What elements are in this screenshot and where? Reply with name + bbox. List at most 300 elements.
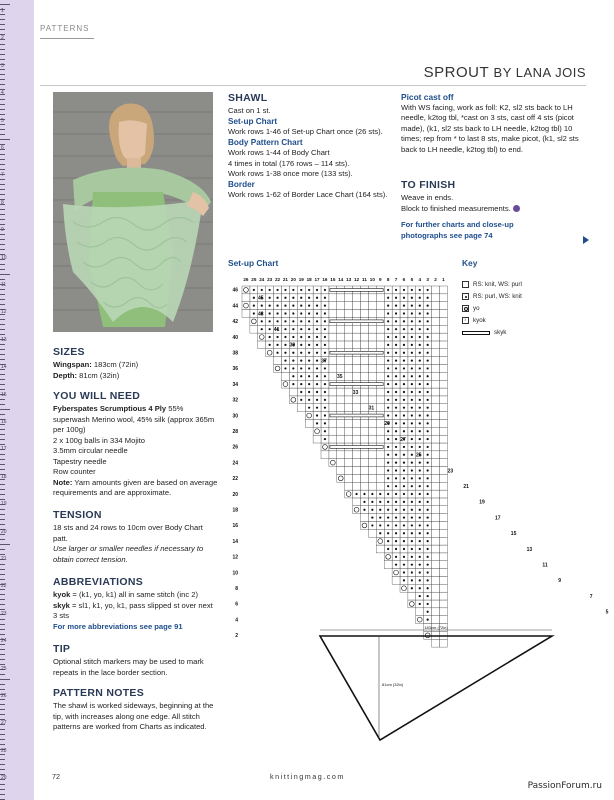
chart-cell [274,365,282,373]
finish-heading: TO FINISH [401,179,456,191]
purl-symbol [387,383,389,385]
pattern-designer: BY LANA JOIS [493,65,586,80]
ruler-tick [0,289,5,290]
purl-symbol [371,501,373,503]
more-abbreviations-link[interactable]: For more abbreviations see page 91 [53,621,183,631]
ruler-tick [0,679,10,680]
chart-cell [432,294,440,302]
purl-symbol [363,509,365,511]
purl-symbol [316,289,318,291]
chart-cell [361,404,369,412]
ruler-tick [0,769,5,770]
purl-symbol [419,571,421,573]
chart-cell [432,459,440,467]
chart-cell [368,451,376,459]
ruler-label: 9 [1,227,4,234]
purl-symbol [292,289,294,291]
row-label-left: 22 [232,476,238,483]
chart-cell [345,459,353,467]
row-label-left: 38 [232,350,238,357]
chart-cell [368,357,376,365]
purl-symbol [395,485,397,487]
purl-symbol [411,328,413,330]
chart-cell [376,365,384,373]
purl-symbol [403,430,405,432]
chart-cell [432,396,440,404]
chart-cell [440,482,448,490]
tension-text: 18 sts and 24 rows to 10cm over Body Chart patt. [53,523,203,543]
column-label: 10 [369,277,375,282]
purl-symbol [261,305,263,307]
purl-symbol [419,469,421,471]
shawl-section [228,92,393,201]
purl-symbol [395,446,397,448]
purl-symbol [411,312,413,314]
purl-symbol [387,391,389,393]
ruler-tick [0,519,5,520]
further-charts-link[interactable]: For further charts and close-up photographs see page 74 [401,220,514,240]
purl-symbol [276,320,278,322]
purl-symbol [308,359,310,361]
chart-cell [440,467,448,475]
purl-symbol [300,352,302,354]
ruler-label: 25 [1,665,7,672]
row-label-left: 24 [232,460,238,467]
chart-cell [432,529,440,537]
purl-symbol [395,375,397,377]
purl-symbol [419,336,421,338]
purl-symbol [300,320,302,322]
row-label-left: 40 [232,334,238,341]
purl-symbol [324,312,326,314]
chart-cell [376,294,384,302]
row-label-right: 27 [400,436,406,443]
chart-cell [440,537,448,545]
purl-symbol [316,328,318,330]
column-label: 13 [346,277,352,282]
chart-cell [242,310,250,318]
chart-cell [345,490,353,498]
purl-symbol [395,289,397,291]
column-label: 4 [418,277,422,282]
purl-symbol [284,367,286,369]
purl-symbol [419,305,421,307]
purl-symbol [411,414,413,416]
column-label: 11 [362,277,367,282]
chart-cell [353,451,361,459]
purl-symbol [419,297,421,299]
chart-cell [282,372,290,380]
purl-symbol [308,297,310,299]
chart-cell [440,616,448,624]
row-label-right: 37 [321,358,327,365]
ruler-tick [0,634,5,635]
purl-symbol [395,532,397,534]
purl-symbol [261,328,263,330]
purl-symbol [276,312,278,314]
purl-symbol [292,328,294,330]
purl-symbol [379,516,381,518]
purl-symbol [411,383,413,385]
ruler-tick [0,219,5,220]
purl-symbol [269,312,271,314]
purl-symbol [253,297,255,299]
chart-cell [384,561,392,569]
purl-symbol [411,352,413,354]
chart-cell [297,404,305,412]
material-item: Tapestry needle [53,456,107,466]
skyk-label: skyk [53,600,70,610]
chart-cell [440,474,448,482]
purl-symbol [411,540,413,542]
chart-cell [337,419,345,427]
purl-symbol [427,305,429,307]
purl-symbol [292,375,294,377]
skyk-def: = sl1, k1, yo, k1, pass slipped st over next 3 sts [53,600,213,620]
purl-symbol [419,548,421,550]
purl-symbol [387,305,389,307]
purl-symbol [427,619,429,621]
purl-symbol [427,477,429,479]
chart-cell [345,302,353,310]
row-label-left: 10 [232,570,238,577]
purl-symbol [387,407,389,409]
purl-symbol [419,312,421,314]
chart-cell [376,404,384,412]
setup-heading: Set-up Chart [228,116,278,126]
column-label: 7 [394,277,398,282]
purl-symbol [411,485,413,487]
purl-symbol [403,469,405,471]
ruler-tick [0,359,5,360]
purl-symbol [387,509,389,511]
purl-symbol [419,532,421,534]
chart-cell [432,545,440,553]
purl-symbol [284,359,286,361]
purl-symbol [411,462,413,464]
ruler-tick [0,249,5,250]
chart-cell [432,286,440,294]
chart-cell [368,482,376,490]
notes-text: The shawl is worked sideways, beginning at the tip, with increases along one edge. All stitch patterns are worked from Charts as indicated. [53,701,214,731]
chart-cell [440,545,448,553]
wingspan-label: Wingspan: [53,360,92,369]
ruler-tick [0,324,5,325]
chart-cell [289,388,297,396]
chart-cell [337,435,345,443]
chart-cell [440,341,448,349]
column-label: 16 [322,277,328,282]
purl-symbol [379,493,381,495]
chart-cell [376,545,384,553]
purl-symbol [300,305,302,307]
purl-symbol [427,454,429,456]
ruler-tick [0,489,5,490]
chart-cell [432,482,440,490]
yarn-name: Fyberspates Scrumptious 4 Ply [53,404,167,413]
purl-symbol [387,540,389,542]
chart-cell [440,365,448,373]
purl-symbol [427,540,429,542]
purl-symbol [395,564,397,566]
purl-symbol [261,320,263,322]
row-label-right: 7 [589,593,593,600]
purl-symbol [419,367,421,369]
purl-symbol [387,462,389,464]
chart-cell [368,325,376,333]
cast-on-text: Cast on 1 st. [228,106,271,115]
chart-cell [337,302,345,310]
purl-symbol [308,375,310,377]
purl-symbol [403,462,405,464]
pattern-name: SPROUT [423,64,489,81]
purl-symbol [300,399,302,401]
finish-section [401,179,583,241]
chart-cell [440,435,448,443]
purl-symbol [427,611,429,613]
chart-cell [361,396,369,404]
ruler-tick [0,714,5,715]
purl-symbol [411,430,413,432]
chart-cell [440,522,448,530]
chart-cell [432,474,440,482]
purl-symbol [427,532,429,534]
chart-cell [329,419,337,427]
chart-cell [440,412,448,420]
purl-symbol [276,336,278,338]
ruler-label: 29 [1,775,7,782]
purl-symbol [419,595,421,597]
chart-cell [440,514,448,522]
ruler-label: 12 [1,309,7,316]
purl-symbol [387,328,389,330]
ruler-tick [0,439,5,440]
chart-cell [416,608,424,616]
ruler-tick [0,139,10,140]
purl-symbol [371,524,373,526]
purl-symbol [403,571,405,573]
chart-cell [368,396,376,404]
row-label-right: 21 [463,483,469,490]
chart-cell [432,372,440,380]
ruler-tick [0,699,5,700]
column-label: 17 [314,277,320,282]
purl-symbol [395,407,397,409]
purl-symbol [284,312,286,314]
chart-cell [368,427,376,435]
purl-symbol [403,407,405,409]
ruler-label: 26 [1,693,7,699]
chart-cell [384,553,392,561]
ruler-tick [0,549,5,550]
ruler-label: 21 [1,556,7,562]
column-label: 12 [353,277,360,282]
purl-symbol [316,367,318,369]
ruler-tick [0,4,10,5]
ruler-label: 1 [1,8,4,14]
purl-symbol [387,352,389,354]
chart-cell [353,482,361,490]
purl-symbol [316,297,318,299]
chart-cell [440,506,448,514]
row-label-left: 4 [235,617,238,624]
purl-symbol [411,564,413,566]
chart-cell [361,522,369,530]
key-title: Key [462,258,478,268]
purl-symbol [403,532,405,534]
purl-symbol [324,289,326,291]
column-label: 6 [402,277,406,282]
chart-cell [345,372,353,380]
purl-symbol [395,477,397,479]
chart-cell [392,576,400,584]
chart-cell [432,537,440,545]
chart-cell [353,294,361,302]
purl-symbol [387,532,389,534]
key-label: RS: purl, WS: knit [473,293,522,300]
chart-cell [361,310,369,318]
purl-symbol [403,454,405,456]
purl-symbol [395,516,397,518]
column-label: 1 [442,277,445,282]
ruler-tick [0,269,5,270]
row-label-left: 6 [235,601,238,608]
chart-cell [376,419,384,427]
chart-cell [345,427,353,435]
chart-cell [440,608,448,616]
purl-symbol [269,328,271,330]
ruler-label: 6 [1,145,4,151]
tip-heading: TIP [53,643,71,655]
purl-symbol [308,344,310,346]
chart-cell [440,592,448,600]
ruler-tick [0,114,5,115]
purl-symbol [269,336,271,338]
ruler-tick [0,629,5,630]
purl-symbol [419,603,421,605]
chart-cell [345,404,353,412]
purl-symbol [419,391,421,393]
ruler-tick [0,244,5,245]
skyk-symbol [330,446,383,449]
purl-symbol [308,289,310,291]
chart-cell [440,459,448,467]
chart-cell [329,459,337,467]
purl-symbol [403,367,405,369]
purl-symbol [308,320,310,322]
purl-symbol [427,297,429,299]
purl-symbol [411,532,413,534]
purl-symbol [427,446,429,448]
purl-symbol [427,556,429,558]
ruler-tick [0,429,5,430]
purl-symbol [324,399,326,401]
tension-section [53,509,218,565]
ruler-tick [0,54,5,55]
ruler-tick [0,29,5,30]
purl-symbol [387,548,389,550]
chart-cell [432,365,440,373]
materials-section [53,390,218,499]
chart-cell [368,365,376,373]
purl-symbol [395,399,397,401]
chart-cell [376,325,384,333]
chart-cell [440,419,448,427]
row-label-right: 17 [495,515,501,522]
notes-heading: PATTERN NOTES [53,687,145,699]
ruler-tick [0,579,5,580]
chart-cell [368,459,376,467]
column-label: 19 [298,277,304,282]
chart-cell [353,427,361,435]
ruler-label: 7 [1,172,4,179]
purl-symbol [411,454,413,456]
purl-symbol [395,501,397,503]
chart-cell [329,372,337,380]
chart-cell [345,419,353,427]
purl-symbol [395,297,397,299]
site-url: knittingmag.com [270,772,345,781]
purl-symbol [403,297,405,299]
purl-symbol [403,564,405,566]
chart-cell [313,435,321,443]
ruler-tick [0,569,5,570]
chart-cell [368,341,376,349]
purl-symbol [411,305,413,307]
ruler-tick [0,674,5,675]
chart-cell [368,302,376,310]
key-item-purl [462,293,522,300]
purl-symbol [269,305,271,307]
purl-symbol [411,336,413,338]
purl-symbol [403,501,405,503]
purl-symbol [387,477,389,479]
purl-symbol [387,438,389,440]
purl-symbol [387,430,389,432]
purl-symbol [427,509,429,511]
ruler-tick [0,739,5,740]
purl-symbol [403,485,405,487]
chart-cell [432,388,440,396]
ruler-tick [0,789,5,790]
chart-cell [337,341,345,349]
purl-symbol [395,422,397,424]
purl-symbol [284,297,286,299]
chart-cell [440,294,448,302]
ruler-tick [0,214,5,215]
material-item: 3.5mm circular needle [53,446,128,455]
column-label: 20 [290,277,296,282]
purl-symbol [395,328,397,330]
purl-symbol [403,477,405,479]
purl-symbol [300,367,302,369]
watermark: PassionForum.ru [527,781,602,791]
ruler-tick [0,729,5,730]
column-label: 8 [386,277,390,282]
ruler-tick [0,484,5,485]
chart-cell [337,325,345,333]
purl-symbol [316,320,318,322]
chart-cell [432,333,440,341]
ruler-tick [0,124,5,125]
chart-cell [353,372,361,380]
purl-symbol [395,336,397,338]
purl-symbol [411,524,413,526]
purl-symbol [316,414,318,416]
chart-cell [361,482,369,490]
ruler-tick [0,594,5,595]
ruler-tick [0,659,5,660]
